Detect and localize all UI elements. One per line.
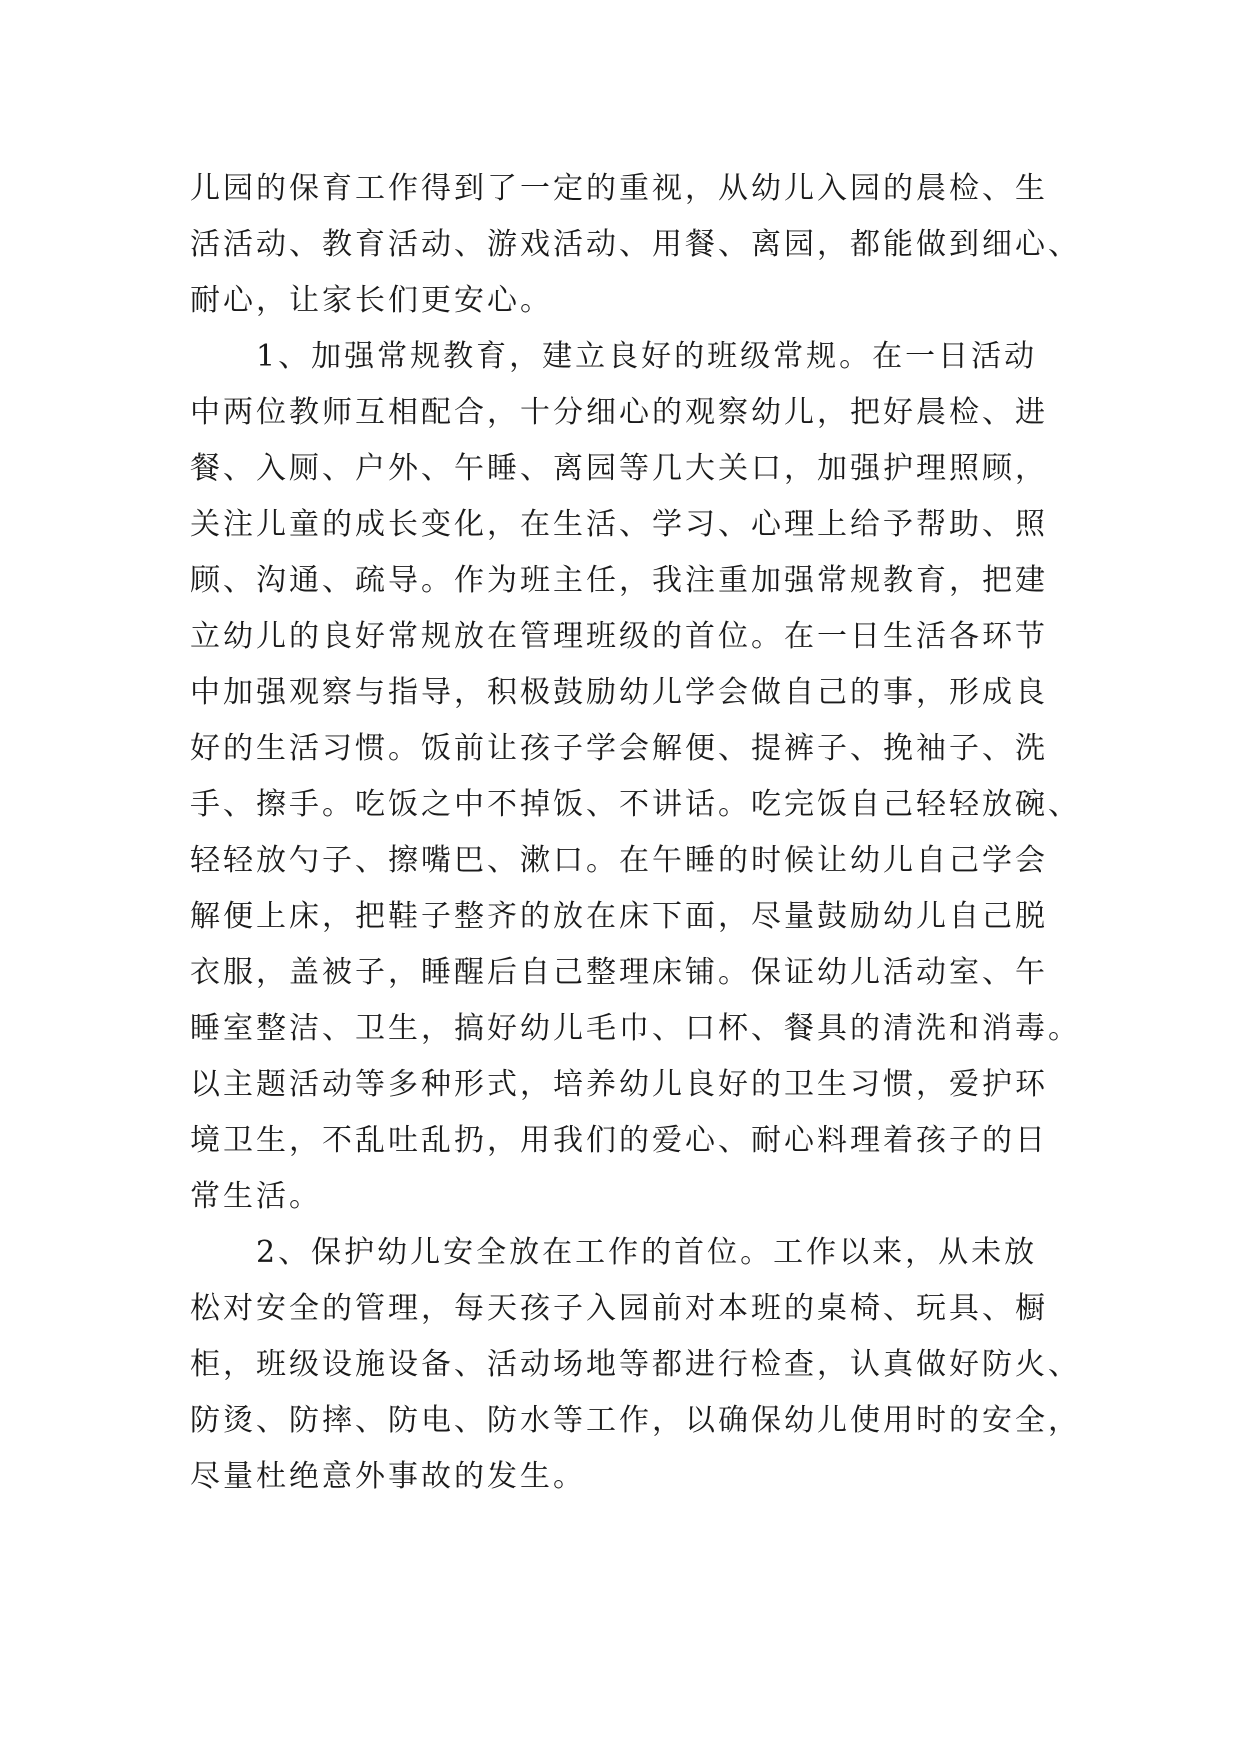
text-line: 解便上床，把鞋子整齐的放在床下面，尽量鼓励幼儿自己脱 — [190, 899, 1048, 934]
text-line: 餐、入厕、户外、午睡、离园等几大关口，加强护理照顾， — [190, 451, 1048, 486]
body-text — [190, 161, 1081, 1505]
text-line: 尽量杜绝意外事故的发生。 — [190, 1459, 586, 1494]
paragraph-first-line: 2、保护幼儿安全放在工作的首位。工作以来，从未放 — [256, 1235, 1038, 1270]
text-line: 立幼儿的良好常规放在管理班级的首位。在一日生活各环节 — [190, 619, 1048, 654]
text-line: 顾、沟通、疏导。作为班主任，我注重加强常规教育，把建 — [190, 563, 1048, 598]
paragraph-first-line: 1、加强常规教育，建立良好的班级常规。在一日活动 — [256, 339, 1038, 374]
text-line: 常生活。 — [190, 1179, 322, 1214]
text-line: 境卫生，不乱吐乱扔，用我们的爱心、耐心料理着孩子的日 — [190, 1123, 1048, 1158]
text-line: 手、擦手。吃饭之中不掉饭、不讲话。吃完饭自己轻轻放碗、 — [190, 787, 1081, 822]
text-line: 耐心，让家长们更安心。 — [190, 283, 553, 318]
text-line: 中加强观察与指导，积极鼓励幼儿学会做自己的事，形成良 — [190, 675, 1048, 710]
text-line: 轻轻放勺子、擦嘴巴、漱口。在午睡的时候让幼儿自己学会 — [190, 843, 1048, 878]
text-line: 睡室整洁、卫生，搞好幼儿毛巾、口杯、餐具的清洗和消毒。 — [190, 1011, 1081, 1046]
text-line: 衣服，盖被子，睡醒后自己整理床铺。保证幼儿活动室、午 — [190, 955, 1048, 990]
text-line: 松对安全的管理，每天孩子入园前对本班的桌椅、玩具、橱 — [190, 1291, 1048, 1326]
text-line: 活活动、教育活动、游戏活动、用餐、离园，都能做到细心、 — [190, 227, 1081, 262]
text-line: 防烫、防摔、防电、防水等工作，以确保幼儿使用时的安全， — [190, 1403, 1081, 1438]
text-line: 好的生活习惯。饭前让孩子学会解便、提裤子、挽袖子、洗 — [190, 731, 1048, 766]
text-line: 关注儿童的成长变化，在生活、学习、心理上给予帮助、照 — [190, 507, 1048, 542]
text-line: 中两位教师互相配合，十分细心的观察幼儿，把好晨检、进 — [190, 395, 1048, 430]
text-line: 儿园的保育工作得到了一定的重视，从幼儿入园的晨检、生 — [190, 171, 1048, 206]
text-line: 以主题活动等多种形式，培养幼儿良好的卫生习惯，爱护环 — [190, 1067, 1048, 1102]
text-line: 柜，班级设施设备、活动场地等都进行检查，认真做好防火、 — [190, 1347, 1081, 1382]
